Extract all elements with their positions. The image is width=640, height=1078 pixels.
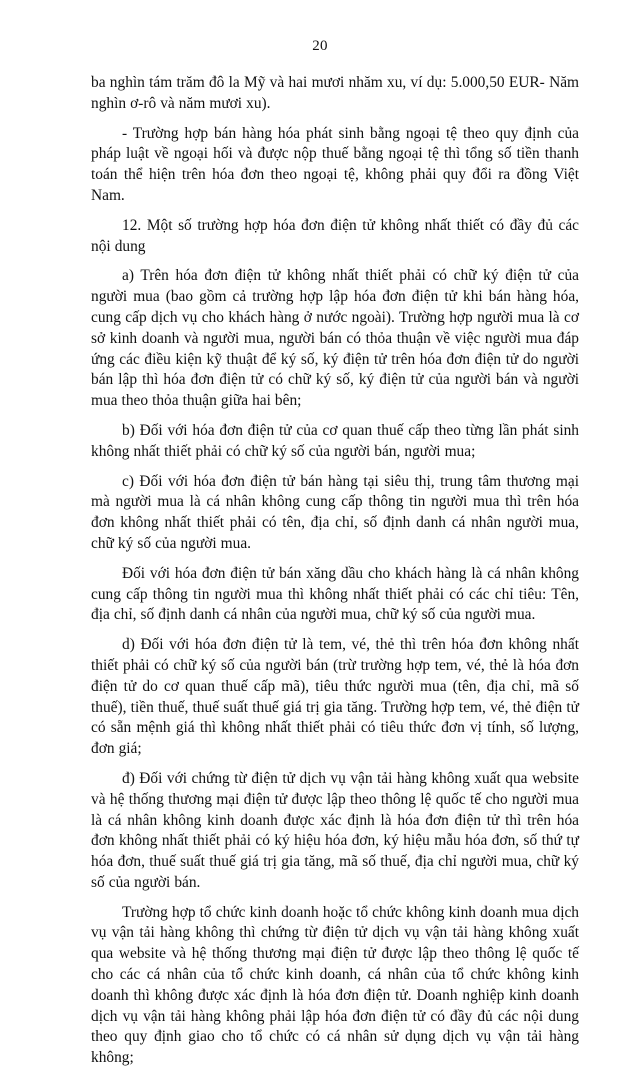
paragraph-item-d: d) Đối với hóa đơn điện tử là tem, vé, thẻ thì trên hóa đơn không nhất thiết phải có chữ ký số của người bán (trừ trường hợp tem, vé, thẻ là hóa đơn điện tử do cơ quan thuế cấp mã), tiêu thức người mua (tên, địa chỉ, mã số thuế), tiền thuế, thuế suất thuế giá trị gia tăng. Trường hợp tem, vé, thẻ điện tử có sẵn mệnh giá thì không nhất thiết phải có tiêu thức đơn vị tính, số lượng, đơn giá; — [91, 636, 579, 758]
paragraph-fuel-sales: Đối với hóa đơn điện tử bán xăng dầu cho khách hàng là cá nhân không cung cấp thông tin người mua thì không nhất thiết phải có các chỉ tiêu: Tên, địa chỉ, số định danh cá nhân của người mua, chữ ký số của người mua. — [91, 564, 579, 624]
paragraph-airline-organizations: Trường hợp tổ chức kinh doanh hoặc tổ chức không kinh doanh mua dịch vụ vận tải hàng không thì chứng từ điện tử dịch vụ vận tải hàng không xuất qua website và hệ thống thương mại điện tử được lập theo thông lệ quốc tế cho các cá nhân của tổ chức kinh doanh, cá nhân của tổ chức không kinh doanh thì không được xác định là hóa đơn điện tử. Doanh nghiệp kinh doanh dịch vụ vận tải hàng không phải lập hóa đơn điện tử có đầy đủ các nội dung theo quy định giao cho tổ chức có cá nhân sử dụng dịch vụ vận tải hàng không; — [91, 903, 579, 1067]
paragraph-currency-example: ba nghìn tám trăm đô la Mỹ và hai mươi nhăm xu, ví dụ: 5.000,50 EUR- Năm nghìn ơ-rô và năm mươi xu). — [91, 74, 579, 112]
page-number: 20 — [312, 38, 328, 54]
paragraph-item-c: c) Đối với hóa đơn điện tử bán hàng tại siêu thị, trung tâm thương mại mà người mua là cá nhân không cung cấp thông tin người mua thì trên hóa đơn không nhất thiết phải có tên, địa chỉ, số định danh cá nhân người mua, chữ ký số của người mua. — [91, 472, 579, 552]
document-body — [91, 73, 579, 1078]
paragraph-item-a: a) Trên hóa đơn điện tử không nhất thiết phải có chữ ký điện tử của người mua (bao gồm cả trường hợp lập hóa đơn điện tử khi bán hàng hóa, cung cấp dịch vụ cho khách hàng ở nước ngoài). Trường hợp người mua là cơ sở kinh doanh và người mua, người bán có thỏa thuận về việc người mua đáp ứng các điều kiện kỹ thuật để ký số, ký điện tử trên hóa đơn điện tử do người bán lập thì hóa đơn điện tử có chữ ký số, ký điện tử của người bán và người mua theo thỏa thuận giữa hai bên; — [91, 267, 579, 410]
section-heading-12: 12. Một số trường hợp hóa đơn điện tử không nhất thiết có đầy đủ các nội dung — [91, 216, 579, 255]
paragraph-item-b: b) Đối với hóa đơn điện tử của cơ quan thuế cấp theo từng lần phát sinh không nhất thiết phải có chữ ký số của người bán, người mua; — [91, 421, 579, 460]
paragraph-foreign-currency: - Trường hợp bán hàng hóa phát sinh bằng ngoại tệ theo quy định của pháp luật về ngoại hối và được nộp thuế bằng ngoại tệ thì tổng số tiền thanh toán thể hiện trên hóa đơn theo ngoại tệ, không phải quy đổi ra đồng Việt Nam. — [91, 124, 579, 204]
paragraph-item-dd: đ) Đối với chứng từ điện tử dịch vụ vận tải hàng không xuất qua website và hệ thống thương mại điện tử được lập theo thông lệ quốc tế cho người mua là cá nhân không kinh doanh được xác định là hóa đơn điện tử thì trên hóa đơn không nhất thiết phải có ký hiệu hóa đơn, ký hiệu mẫu hóa đơn, số thứ tự hóa đơn, thuế suất thuế giá trị gia tăng, mã số thuế, địa chỉ người mua, chữ ký số của người bán. — [91, 769, 579, 891]
